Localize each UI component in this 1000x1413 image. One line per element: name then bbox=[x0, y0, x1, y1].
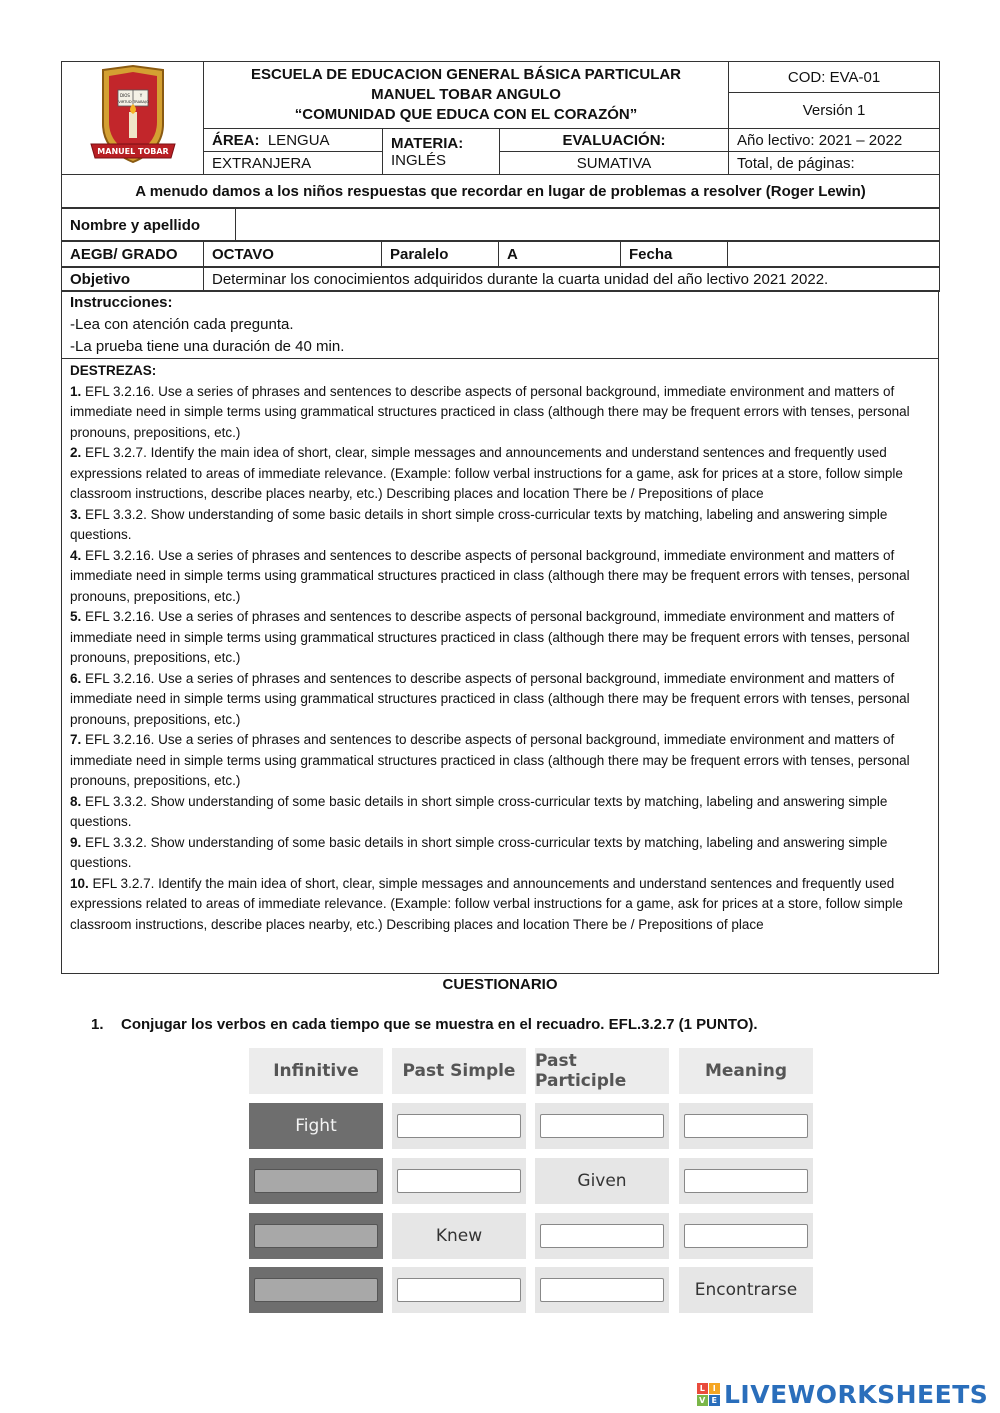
answer-field[interactable] bbox=[254, 1278, 378, 1302]
destrezas-box bbox=[61, 358, 939, 974]
total-pages: Total, de páginas: bbox=[729, 152, 940, 175]
answer-field[interactable] bbox=[540, 1224, 664, 1248]
cell-r1-past-participle bbox=[535, 1103, 669, 1149]
destreza-item: 8. EFL 3.3.2. Show understanding of some basic details in short simple cross-curricular texts by matching, labeling and answering simple questions. bbox=[70, 793, 888, 829]
school-line-2: MANUEL TOBAR ANGULO bbox=[371, 86, 561, 103]
liveworksheets-text: LIVEWORKSHEETS bbox=[724, 1380, 989, 1409]
cell-r1-past-simple bbox=[392, 1103, 526, 1149]
crest-word-virtud: VIRTUD bbox=[117, 100, 132, 104]
answer-field[interactable] bbox=[254, 1224, 378, 1248]
area-value-1: LENGUA bbox=[267, 131, 330, 149]
cell-infinitive-fight: Fight bbox=[249, 1103, 383, 1149]
cell-r4-infinitive bbox=[249, 1267, 383, 1313]
school-year: Año lectivo: 2021 – 2022 bbox=[729, 129, 940, 152]
area-cell bbox=[204, 129, 383, 152]
cell-meaning-encontrarse: Encontrarse bbox=[679, 1267, 813, 1313]
name-row bbox=[61, 208, 940, 242]
name-input[interactable] bbox=[236, 209, 940, 242]
grade-label: AEGB/ GRADO bbox=[62, 241, 204, 268]
destreza-item: 2. EFL 3.2.7. Identify the main idea of short, clear, simple messages and announcements and understand sentences and frequently used expressions related to areas of immediate relevance. (Example: follow verbal instructions for a game, ask for prices at a store, follow simple classroom instructions, describe places nearby, etc.) Describing places and location There be / Prepositions of place bbox=[70, 445, 903, 501]
instruction-line: -La prueba tiene una duración de 40 min. bbox=[70, 338, 345, 355]
destreza-item: 10. EFL 3.2.7. Identify the main idea of short, clear, simple messages and announcements and understand sentences and frequently used expressions related to areas of immediate relevance. (Example: follow verbal instructions for a game, ask for prices at a store, follow simple classroom instructions, describe places nearby, etc.) Describing places and location There be / Prepositions of place bbox=[70, 875, 903, 932]
area-label: ÁREA: bbox=[212, 131, 260, 149]
answer-field[interactable] bbox=[397, 1114, 521, 1138]
cell-past-knew: Knew bbox=[392, 1213, 526, 1259]
instructions-title: Instrucciones: bbox=[70, 294, 173, 311]
crest-word-y: Y bbox=[139, 93, 142, 98]
answer-field[interactable] bbox=[397, 1278, 521, 1302]
header-past-simple: Past Simple bbox=[392, 1048, 526, 1094]
destreza-item: 5. EFL 3.2.16. Use a series of phrases and sentences to describe aspects of personal background, immediate environment and matters of immediate need in simple terms using grammatical structures practiced in class (although there may be frequent errors with tenses, personal pronouns, prepositions, etc.) bbox=[70, 609, 910, 665]
cuestionario-title: CUESTIONARIO bbox=[442, 976, 558, 993]
school-motto: “COMUNIDAD QUE EDUCA CON EL CORAZÓN” bbox=[294, 106, 638, 123]
answer-field[interactable] bbox=[684, 1114, 808, 1138]
cell-r2-infinitive bbox=[249, 1158, 383, 1204]
materia-value: INGLÉS bbox=[391, 151, 447, 169]
evaluacion-label: EVALUACIÓN: bbox=[500, 129, 729, 152]
verb-table bbox=[249, 1048, 813, 1312]
instructions-box bbox=[61, 290, 939, 359]
destreza-item: 6. EFL 3.2.16. Use a series of phrases and sentences to describe aspects of personal background, immediate environment and matters of immediate need in simple terms using grammatical structures practiced in class (although there may be frequent errors with tenses, personal pronouns, prepositions, etc.) bbox=[70, 670, 910, 727]
destreza-item: 4. EFL 3.2.16. Use a series of phrases and sentences to describe aspects of personal background, immediate environment and matters of immediate need in simple terms using grammatical structures practiced in class (although there may be frequent errors with tenses, personal pronouns, prepositions, etc.) bbox=[70, 547, 910, 604]
header-infinitive: Infinitive bbox=[249, 1048, 383, 1094]
cell-r4-past-participle bbox=[535, 1267, 669, 1313]
evaluacion-value: SUMATIVA bbox=[500, 152, 729, 175]
header-meaning: Meaning bbox=[679, 1048, 813, 1094]
cell-r3-infinitive bbox=[249, 1213, 383, 1259]
cell-participle-given: Given bbox=[535, 1158, 669, 1204]
answer-field[interactable] bbox=[540, 1114, 664, 1138]
school-logo bbox=[62, 62, 204, 175]
school-crest-icon bbox=[83, 64, 183, 168]
cell-r4-past-simple bbox=[392, 1267, 526, 1313]
question-1-text: Conjugar los verbos en cada tiempo que se muestra en el recuadro. EFL.3.2.7 (1 PUNTO). bbox=[121, 1016, 758, 1033]
header-past-participle: Past Participle bbox=[535, 1048, 669, 1094]
cell-r3-past-participle bbox=[535, 1213, 669, 1259]
cell-r1-meaning bbox=[679, 1103, 813, 1149]
destreza-item: 1. EFL 3.2.16. Use a series of phrases and sentences to describe aspects of personal background, immediate environment and matters of immediate need in simple terms using grammatical structures practiced in class (although there may be frequent errors with tenses, personal pronouns, prepositions, etc.) bbox=[70, 383, 910, 440]
cell-r2-past-simple bbox=[392, 1158, 526, 1204]
cell-r2-meaning bbox=[679, 1158, 813, 1204]
grade-row bbox=[61, 240, 940, 268]
liveworksheets-icon: L I V E bbox=[697, 1383, 720, 1406]
fecha-label: Fecha bbox=[621, 241, 728, 268]
header-quote: A menudo damos a los niños respuestas que recordar en lugar de problemas a resolver (Roger Lewin) bbox=[62, 175, 940, 208]
answer-field[interactable] bbox=[684, 1169, 808, 1193]
logo-ribbon-text: MANUEL TOBAR bbox=[96, 147, 169, 156]
instruction-line: -Lea con atención cada pregunta. bbox=[70, 316, 294, 333]
school-line-1: ESCUELA DE EDUCACION GENERAL BÁSICA PARTICULAR bbox=[251, 66, 682, 83]
doc-code: COD: EVA-01 bbox=[729, 62, 940, 93]
destreza-item: 7. EFL 3.2.16. Use a series of phrases and sentences to describe aspects of personal background, immediate environment and matters of immediate need in simple terms using grammatical structures practiced in class (although there may be frequent errors with tenses, personal pronouns, prepositions, etc.) bbox=[70, 732, 910, 788]
header-table bbox=[61, 61, 940, 208]
objetivo-value: Determinar los conocimientos adquiridos durante la cuarta unidad del año lectivo 2021 2022. bbox=[204, 267, 940, 292]
answer-field[interactable] bbox=[397, 1169, 521, 1193]
answer-field[interactable] bbox=[254, 1169, 378, 1193]
name-label: Nombre y apellido bbox=[62, 209, 236, 242]
question-1 bbox=[91, 1016, 758, 1033]
answer-field[interactable] bbox=[540, 1278, 664, 1302]
crest-word-dios: DIOS bbox=[119, 93, 130, 98]
area-value-2: EXTRANJERA bbox=[204, 152, 383, 175]
doc-version: Versión 1 bbox=[729, 93, 940, 129]
fecha-input[interactable] bbox=[728, 241, 940, 268]
question-1-number: 1. bbox=[91, 1016, 104, 1033]
crest-word-trabajo: TRABAJO bbox=[132, 100, 149, 104]
cell-r3-meaning bbox=[679, 1213, 813, 1259]
destreza-item: 3. EFL 3.3.2. Show understanding of some basic details in short simple cross-curricular texts by matching, labeling and answering simple questions. bbox=[70, 506, 888, 542]
answer-field[interactable] bbox=[684, 1224, 808, 1248]
objective-row bbox=[61, 266, 940, 292]
destrezas-title: DESTREZAS: bbox=[70, 363, 157, 378]
materia-label: MATERIA: bbox=[391, 134, 464, 152]
paralelo-value: A bbox=[499, 241, 621, 268]
destreza-item: 9. EFL 3.3.2. Show understanding of some basic details in short simple cross-curricular texts by matching, labeling and answering simple questions. bbox=[70, 834, 888, 870]
school-name-block bbox=[204, 62, 729, 129]
objetivo-label: Objetivo bbox=[62, 267, 204, 292]
materia-cell bbox=[383, 129, 500, 175]
liveworksheets-logo bbox=[697, 1380, 988, 1409]
paralelo-label: Paralelo bbox=[382, 241, 499, 268]
grade-value: OCTAVO bbox=[204, 241, 382, 268]
